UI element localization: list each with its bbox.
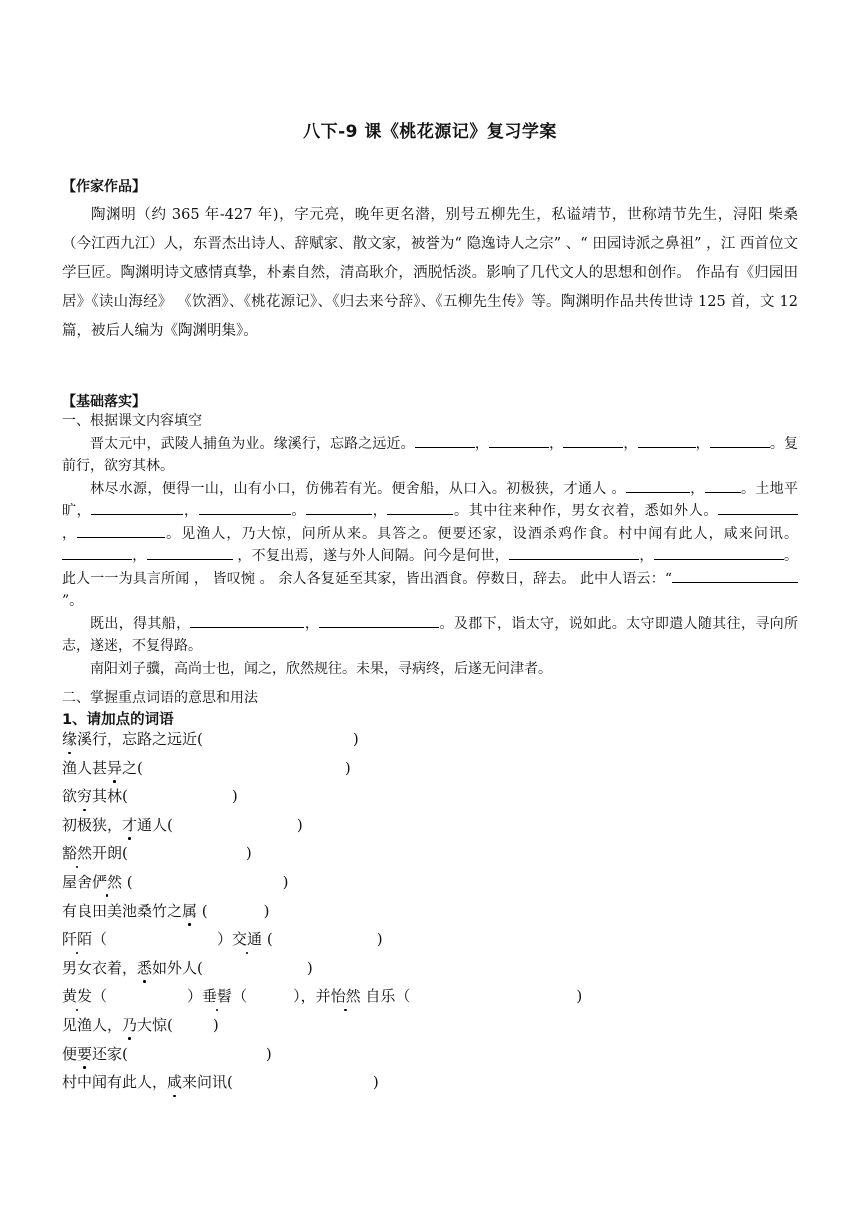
- answer-blank[interactable]: [710, 433, 770, 448]
- answer-blank[interactable]: [509, 545, 639, 560]
- vocab-item: 渔人甚异之( ): [62, 758, 351, 777]
- vocab-item: 欲穷其林( ): [62, 787, 238, 806]
- dotted-word: 交通: [232, 930, 263, 949]
- vocab-item: 初极狭，才通人( ): [62, 815, 303, 834]
- vocab-item: 有良田美池桑竹之属 ( ): [62, 901, 270, 920]
- answer-blank[interactable]: [654, 545, 784, 560]
- answer-blank[interactable]: [319, 613, 439, 628]
- author-section-heading: 【作家作品】: [62, 179, 146, 195]
- answer-blank[interactable]: [77, 523, 165, 538]
- vocab-item: 村中闻有此人，咸来问讯( ): [62, 1073, 379, 1092]
- fill-paragraph-4: 南阳刘子骥，高尚士也，闻之，欣然规往。未果，寻病终，后遂无问津者。: [90, 660, 552, 677]
- fill-paragraph-2: 林尽水源，便得一山，山有小口，仿佛若有光。便舍船，从口入。初极狭，才通人 。 ， 。土地平旷， ， 。 ， 。其中往来种作，男女衣着，悉如外人。 ， 。见渔人，乃大惊，问所从来。具答之。便要还家，设酒杀鸡作食。村中闻有此人，咸来问讯。， ，不复出焉，遂与外人间隔。问今是何世， ， 。此人一一为具言所闻 ， 皆叹惋 。 余人各复延至其家，皆出酒食。停数日，辞去。 此中人语云：“”。: [62, 478, 798, 613]
- answer-blank[interactable]: [718, 500, 798, 515]
- dotted-word: 俨然: [92, 872, 123, 891]
- dotted-word: 乃: [122, 1015, 138, 1034]
- answer-blank[interactable]: [199, 500, 291, 515]
- answer-blank[interactable]: [705, 478, 741, 493]
- fill-in-exercise: [62, 410, 798, 680]
- dotted-word: 穷: [77, 787, 93, 806]
- vocab-item: 屋舍俨然 ( ): [62, 872, 289, 891]
- dotted-word: 才: [122, 815, 138, 834]
- basics-section-heading: 【基础落实】: [62, 394, 146, 410]
- answer-blank[interactable]: [563, 433, 623, 448]
- vocab-item: 男女衣着，悉如外人( ): [62, 958, 313, 977]
- vocab-item: 豁然开朗( ): [62, 844, 252, 863]
- vocab-list: [62, 728, 802, 1100]
- answer-blank[interactable]: [147, 545, 233, 560]
- dotted-word: 怡然: [330, 987, 361, 1006]
- vocab-item: 黄发（ ）垂髫（ ），并怡然 自乐（ ): [62, 987, 583, 1006]
- answer-blank[interactable]: [626, 478, 690, 493]
- answer-blank[interactable]: [91, 500, 183, 515]
- answer-blank[interactable]: [672, 568, 798, 583]
- dotted-word: 异: [107, 758, 123, 777]
- part1-title: 一、根据课文内容填空: [62, 413, 202, 429]
- dotted-word: 黄发: [62, 987, 93, 1006]
- answer-blank[interactable]: [190, 613, 304, 628]
- answer-blank[interactable]: [638, 433, 696, 448]
- dotted-word: 豁然: [62, 844, 93, 863]
- vocab-subtitle: 1、请加点的词语: [62, 712, 174, 728]
- author-bio-paragraph: 陶渊明（约 365 年-427 年)，字元亮，晚年更名潜，别号五柳先生，私谥靖节，世称靖节先生，浔阳 柴桑（今江西九江）人，东晋杰出诗人、辞赋家、散文家，被誉为“ 隐逸诗人之宗” 、“ 田园诗派之鼻祖” ，江 西首位文学巨匠。陶渊明诗文感情真挚，朴素自然，清高耿介，洒脱恬淡。影响了几代文人的思想和创作。 作品有《归园田居》《读山海经》 《饮酒》、《桃花源记》、《归去来兮辞》、《五柳先生传》等。陶渊明作品共传世诗 125 首，文 12 篇，被后人编为《陶渊明集》。: [62, 207, 798, 339]
- answer-blank[interactable]: [415, 433, 475, 448]
- answer-blank[interactable]: [387, 500, 453, 515]
- fill-paragraph-1: 晋太元中，武陵人捕鱼为业。缘溪行，忘路之远近。 ， ， ， ， 。复前行，欲穷其林。: [62, 433, 798, 478]
- part2-title: 二、掌握重点词语的意思和用法: [62, 690, 258, 706]
- dotted-word: 缘: [62, 730, 78, 748]
- dotted-word: 悉: [137, 958, 153, 977]
- dotted-word: 垂髫: [202, 987, 233, 1006]
- vocab-item: 阡陌（ ）交通 ( ): [62, 930, 383, 949]
- vocab-item: 缘溪行，忘路之远近( ): [62, 730, 359, 748]
- dotted-word: 属: [182, 901, 198, 920]
- fill-paragraph-3: 既出，得其船， ， 。及郡下，诣太守，说如此。太守即遣人随其往，寻向所志，遂迷，不复得路。: [62, 613, 798, 658]
- vocab-item: 便要还家( ): [62, 1044, 272, 1063]
- dotted-word: 咸: [167, 1073, 183, 1092]
- page-title: 八下-9 课《桃花源记》复习学案: [303, 122, 557, 142]
- answer-blank[interactable]: [62, 545, 132, 560]
- dotted-word: 要: [77, 1044, 93, 1063]
- dotted-word: 阡陌: [62, 930, 93, 949]
- answer-blank[interactable]: [489, 433, 549, 448]
- vocab-item: 见渔人，乃大惊( ): [62, 1015, 219, 1034]
- answer-blank[interactable]: [306, 500, 372, 515]
